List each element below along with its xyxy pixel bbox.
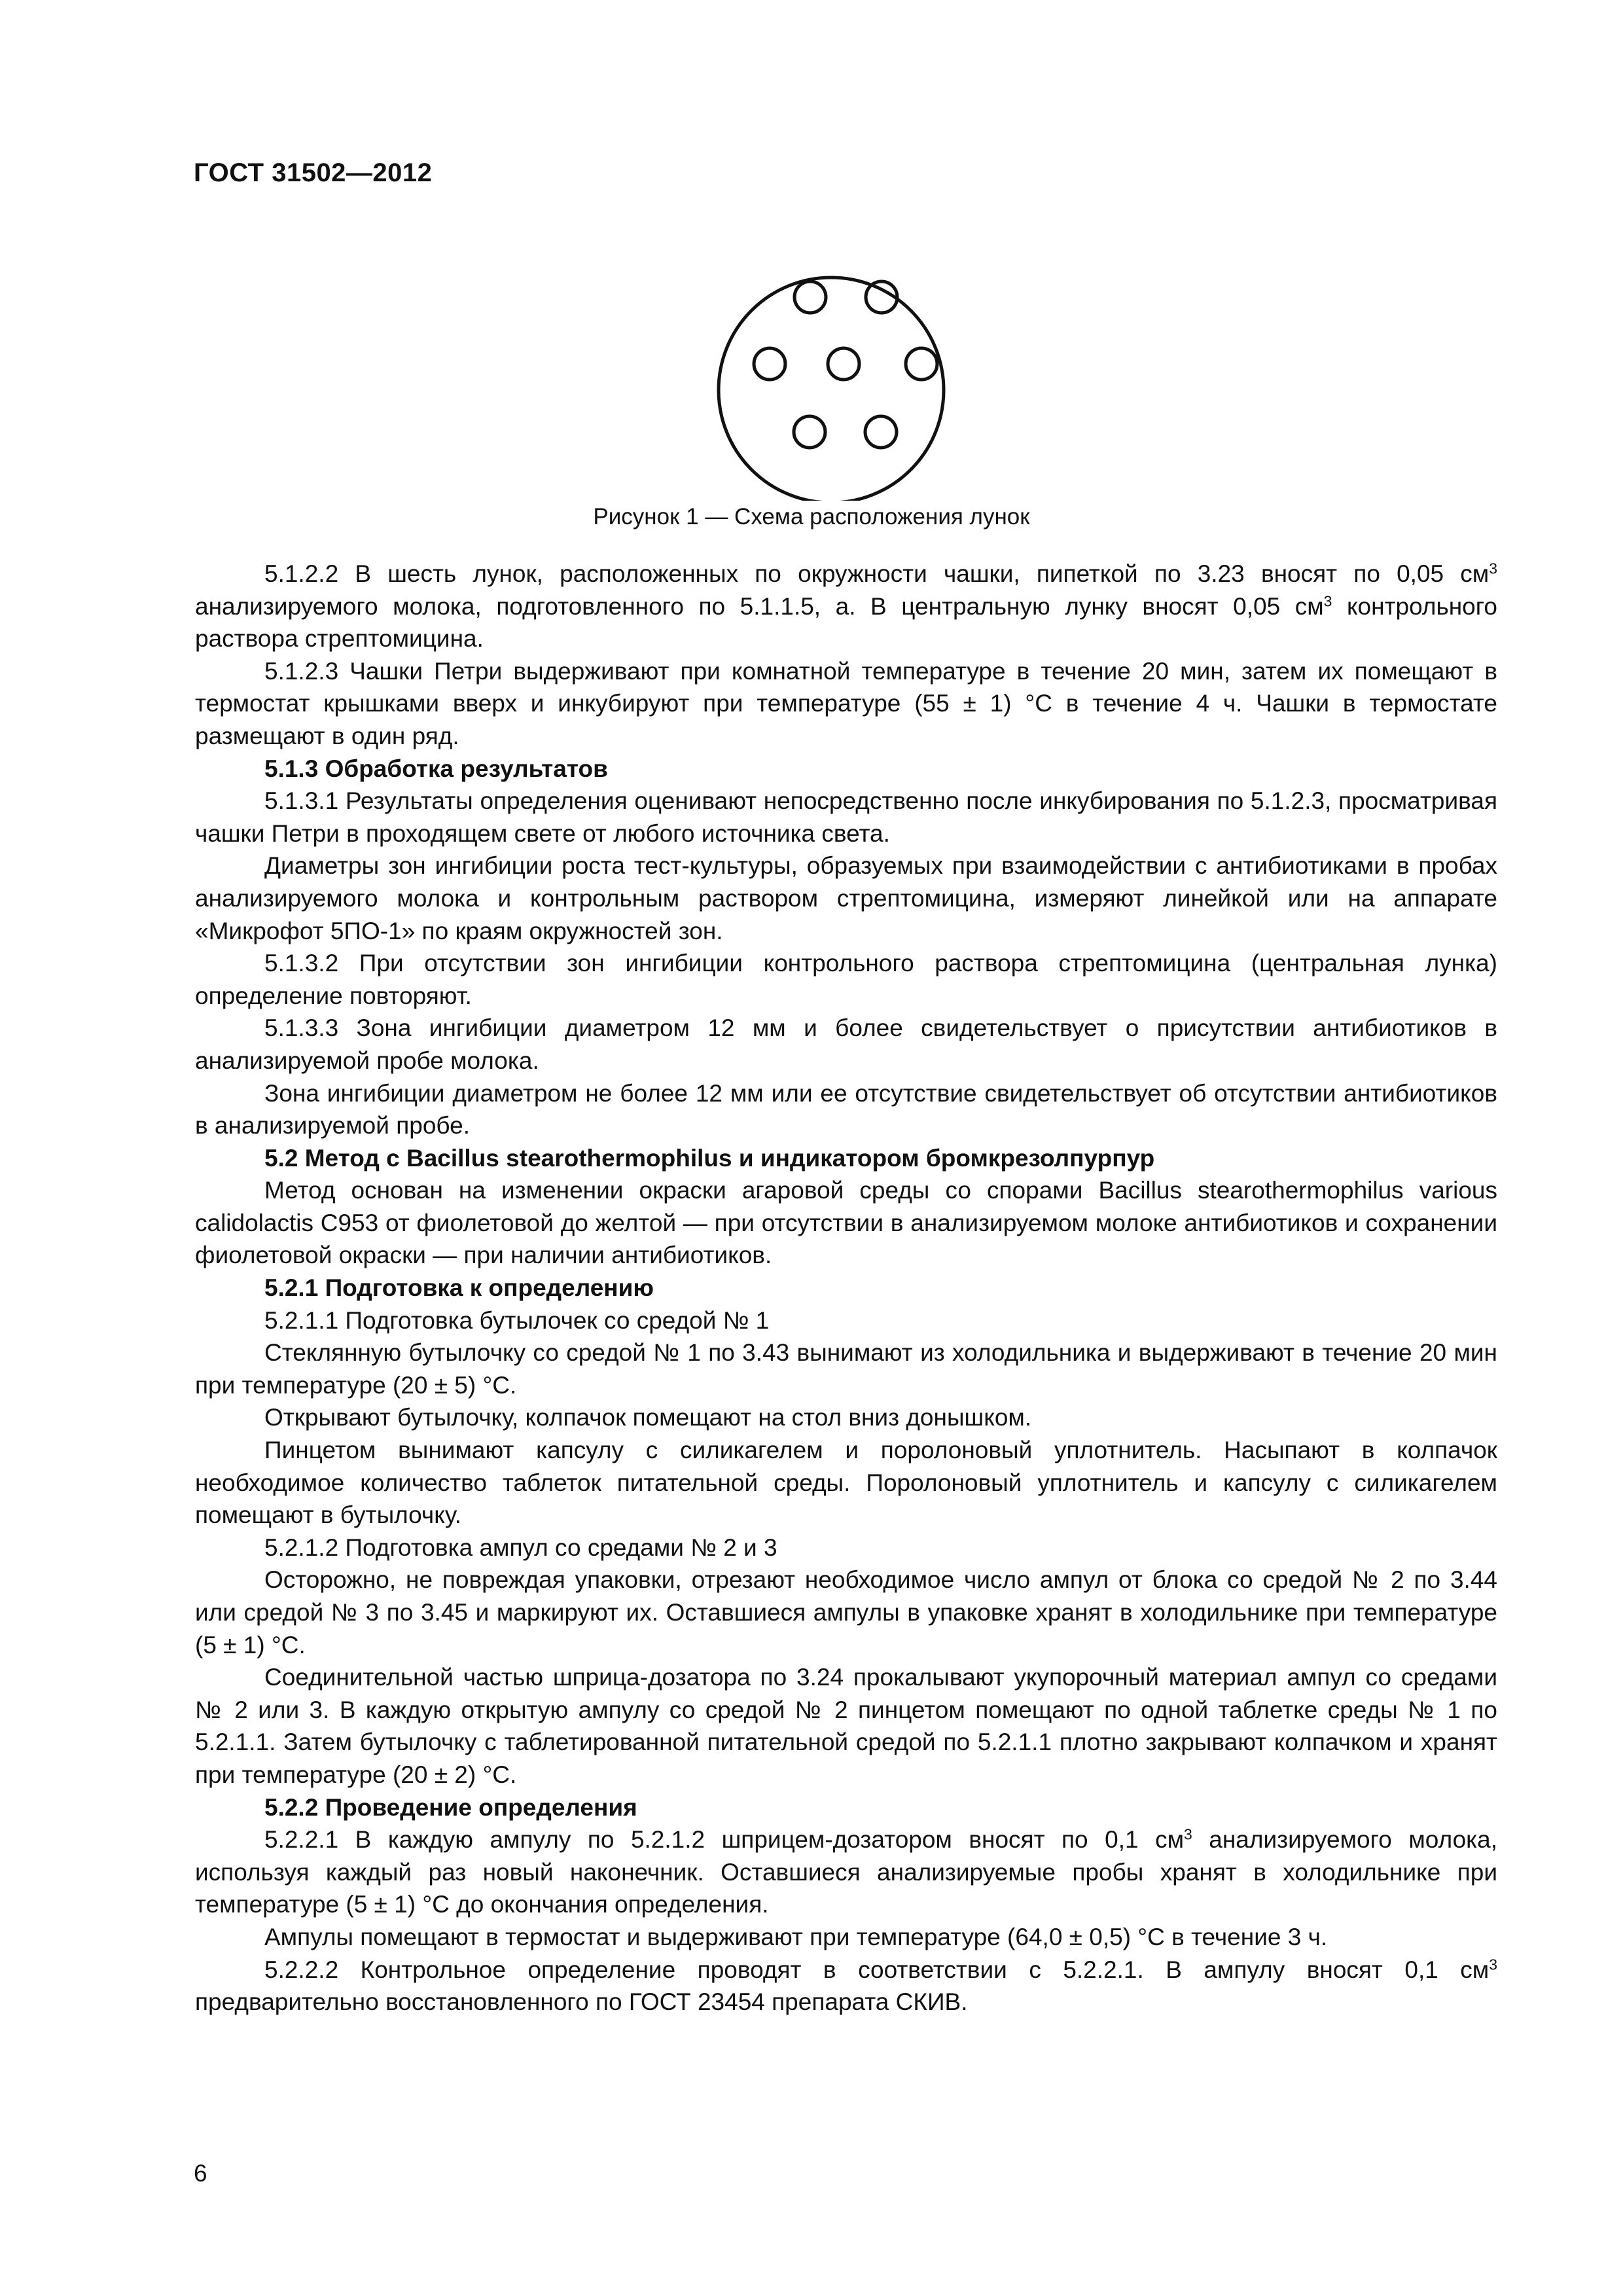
paragraph: Диаметры зон ингибиции роста тест-культуры, образуемых при взаимодействии с антибиотиками в пробах анализируемого молока и контрольным раствором стрептомицина, измеряют линейкой или на аппарате «Микрофот 5ПО-1» по краям окружностей зон.	[195, 852, 1497, 944]
petri-dish-outline	[719, 278, 944, 501]
paragraph: 5.1.2.2 В шесть лунок, расположенных по окружности чашки, пипеткой по 3.23 вносят по 0,05 $см^3$ анализируемого молока, подготовленного по 5.1.1.5, а. В центральную лунку вносят 0,05 $см^3$ контрольного раствора стрептомицина.	[195, 560, 1497, 653]
paragraph: 5.1.2.3 Чашки Петри выдерживают при комнатной температуре в течение 20 мин, затем их помещают в термостат крышками вверх и инкубируют при температуре (55 ± 1) °С в течение 4 ч. Чашки в термостате размещают в один ряд.	[195, 657, 1497, 749]
section-heading: 5.2.1 Подготовка к определению	[264, 1274, 654, 1302]
paragraph: 5.1.3.1 Результаты определения оценивают непосредственно после инкубирования по 5.1.2.3, просматривая чашки Петри в проходящем свете от любого источника света.	[195, 787, 1497, 847]
paragraph: 5.1.3.3 Зона ингибиции диаметром 12 мм и более свидетельствует о присутствии антибиотиков в анализируемой пробе молока.	[195, 1014, 1497, 1074]
well-center	[828, 348, 859, 380]
paragraph: 5.2.2.2 Контрольное определение проводят в соответствии с 5.2.2.1. В ампулу вносят 0,1 $см^3$ предварительно восстановленного по ГОСТ 23454 препарата СКИВ.	[195, 1955, 1497, 2016]
paragraph: Метод основан на изменении окраски агаровой среды со спорами Bacillus stearothermophilus various calidolactis С953 от фиолетовой до желтой — при отсутствии в анализируемом молоке антибиотиков и сохранении фиолетовой окраски — при наличии антибиотиков.	[195, 1177, 1497, 1269]
paragraph: Соединительной частью шприца-дозатора по 3.24 прокалывают укупорочный материал ампул со средами № 2 или 3. В каждую открытую ампулу со средой № 2 пинцетом помещают по одной таблетке среды № 1 по 5.2.1.1. Затем бутылочку с таблетированной питательной средой по 5.2.1.1 плотно закрывают колпачком и хранят при температуре (20 ± 2) °С.	[195, 1664, 1497, 1788]
paragraph: Зона ингибиции диаметром не более 12 мм или ее отсутствие свидетельствует об отсутствии антибиотиков в анализируемой пробе.	[195, 1079, 1497, 1139]
paragraph: 5.2.2.1 В каждую ампулу по 5.2.1.2 шприцем-дозатором вносят по 0,1 $см^3$ анализируемого молока, используя каждый раз новый наконечник. Оставшиеся анализируемые пробы хранят в холодильнике при температуре (5 ± 1) °С до окончания определения.	[195, 1825, 1498, 1918]
section-heading: 5.2 Метод с Bacillus stearothermophilus и индикатором бромкрезолпурпур	[264, 1144, 1155, 1172]
body-text	[195, 558, 1497, 2018]
paragraph: Осторожно, не повреждая упаковки, отрезают необходимое число ампул от блока со средой № 2 по 3.44 или средой № 3 по 3.45 и маркируют их. Оставшиеся ампулы в упаковке хранят в холодильнике при температуре (5 ± 1) °С.	[195, 1566, 1497, 1659]
paragraph: Открывают бутылочку, колпачок помещают на стол вниз донышком.	[264, 1404, 1032, 1431]
page-number: 6	[194, 2160, 207, 2187]
figure-caption: Рисунок 1 — Схема расположения лунок	[593, 504, 1030, 529]
well-top-left	[794, 281, 826, 313]
paragraph: 5.2.1.1 Подготовка бутылочек со средой № 1	[264, 1306, 770, 1334]
section-heading: 5.1.3 Обработка результатов	[264, 755, 608, 782]
paragraph: 5.1.3.2 При отсутствии зон ингибиции контрольного раствора стрептомицина (центральная лунка) определение повторяют.	[195, 950, 1497, 1009]
document-code: ГОСТ 31502—2012	[194, 158, 433, 187]
petri-dish-diagram	[713, 239, 949, 501]
section-heading: 5.2.2 Проведение определения	[264, 1793, 637, 1821]
well-middle-right	[906, 348, 937, 380]
paragraph: Ампулы помещают в термостат и выдерживают при температуре (64,0 ± 0,5) °С в течение 3 ч.	[264, 1923, 1328, 1950]
paragraph: 5.2.1.2 Подготовка ампул со средами № 2 и 3	[264, 1534, 777, 1561]
well-middle-left	[754, 348, 785, 380]
paragraph: Стеклянную бутылочку со средой № 1 по 3.43 вынимают из холодильника и выдерживают в течение 20 мин при температуре (20 ± 5) °С.	[195, 1339, 1497, 1399]
well-bottom-left	[794, 416, 825, 448]
well-bottom-right	[865, 416, 897, 448]
paragraph: Пинцетом вынимают капсулу с силикагелем и поролоновый уплотнитель. Насыпают в колпачок необходимое количество таблеток питательной среды. Поролоновый уплотнитель и капсулу с силикагелем помещают в бутылочку.	[195, 1437, 1497, 1529]
